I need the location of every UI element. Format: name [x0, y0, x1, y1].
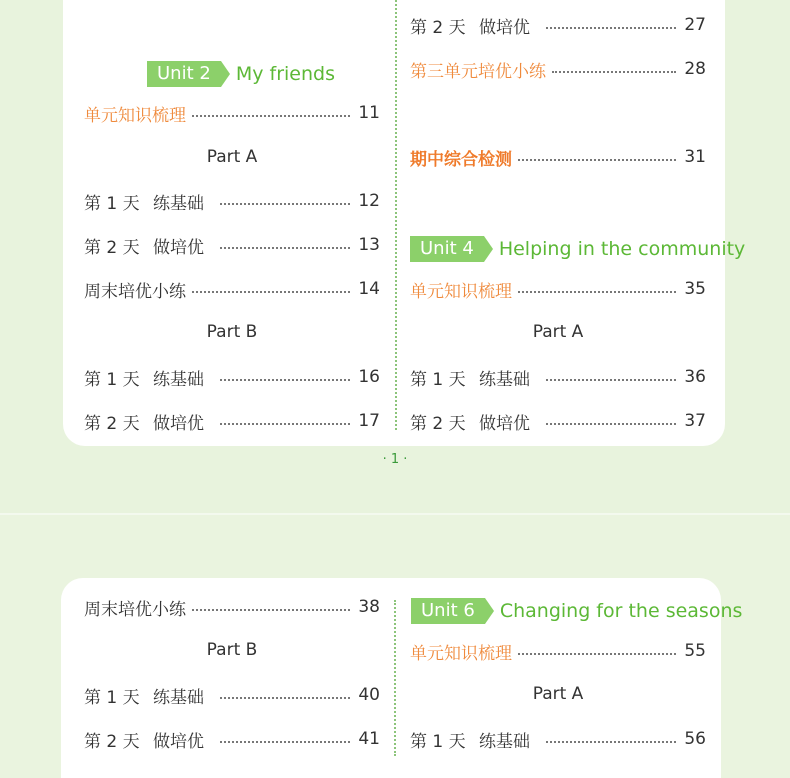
leader-dots: [220, 247, 350, 249]
entry-page: 37: [684, 411, 706, 431]
toc-entry-day[interactable]: [410, 726, 706, 752]
column-divider-top: [395, 0, 397, 430]
entry-page: 14: [358, 279, 380, 299]
entry-day: 第 2 天: [84, 731, 140, 752]
leader-dots: [518, 653, 676, 655]
toc-entry-day[interactable]: [84, 408, 380, 434]
part-heading: Part A: [532, 684, 584, 704]
column-divider-bottom: [394, 600, 396, 756]
part-heading: Part B: [206, 322, 258, 342]
toc-entry-knowledge[interactable]: [410, 276, 706, 302]
toc-entry-knowledge[interactable]: [84, 100, 380, 126]
entry-task: 做培优: [479, 17, 530, 38]
entry-task: 练基础: [479, 731, 530, 752]
leader-dots: [220, 203, 350, 205]
leader-dots: [220, 379, 350, 381]
entry-page: 16: [358, 367, 380, 387]
page-number: · 1 ·: [382, 452, 408, 467]
entry-day: 第 2 天: [410, 413, 466, 434]
part-heading: Part A: [206, 147, 258, 167]
toc-entry-weekend[interactable]: [84, 276, 380, 302]
entry-day: 第 2 天: [84, 413, 140, 434]
unit-title: Changing for the seasons: [499, 600, 743, 622]
leader-dots: [192, 609, 350, 611]
entry-page: 31: [684, 147, 706, 167]
entry-day: 第 1 天: [410, 369, 466, 390]
entry-day: 第 1 天: [84, 193, 140, 214]
entry-task: 练基础: [153, 687, 204, 708]
entry-task: 做培优: [479, 413, 530, 434]
entry-page: 36: [684, 367, 706, 387]
entry-label: 单元知识梳理: [410, 643, 512, 664]
leader-dots: [546, 27, 676, 29]
toc-entry-day[interactable]: [84, 188, 380, 214]
part-heading: Part A: [532, 322, 584, 342]
entry-page: 28: [684, 59, 706, 79]
entry-task: 做培优: [153, 237, 204, 258]
entry-page: 35: [684, 279, 706, 299]
unit-tag: Unit 6: [411, 598, 485, 624]
entry-label: 第三单元培优小练: [410, 61, 546, 82]
toc-entry-day[interactable]: [84, 682, 380, 708]
entry-day: 第 1 天: [84, 687, 140, 708]
entry-label: 周末培优小练: [84, 281, 186, 302]
unit-title: My friends: [235, 63, 335, 85]
part-heading: Part B: [206, 640, 258, 660]
unit-tag: Unit 2: [147, 61, 221, 87]
entry-page: 56: [684, 729, 706, 749]
leader-dots: [220, 423, 350, 425]
leader-dots: [518, 291, 676, 293]
entry-page: 41: [358, 729, 380, 749]
entry-task: 练基础: [153, 193, 204, 214]
unit-6-heading: [411, 597, 742, 625]
entry-task: 做培优: [153, 413, 204, 434]
leader-dots: [192, 291, 350, 293]
entry-page: 11: [358, 103, 380, 123]
entry-task: 做培优: [153, 731, 204, 752]
toc-entry-day[interactable]: [410, 364, 706, 390]
entry-page: 13: [358, 235, 380, 255]
entry-day: 第 2 天: [84, 237, 140, 258]
leader-dots: [220, 697, 350, 699]
toc-entry-day[interactable]: [84, 364, 380, 390]
leader-dots: [546, 379, 676, 381]
toc-entry-weekend[interactable]: [84, 594, 380, 620]
toc-entry-midterm[interactable]: [410, 144, 706, 170]
entry-page: 40: [358, 685, 380, 705]
entry-label: 期中综合检测: [410, 149, 512, 170]
entry-task: 练基础: [479, 369, 530, 390]
entry-label: 周末培优小练: [84, 599, 186, 620]
unit-2-heading: [147, 60, 335, 88]
entry-page: 38: [358, 597, 380, 617]
toc-entry-unit-practice[interactable]: [410, 56, 706, 82]
leader-dots: [546, 423, 676, 425]
leader-dots: [192, 115, 350, 117]
entry-page: 12: [358, 191, 380, 211]
entry-day: 第 1 天: [84, 369, 140, 390]
entry-page: 17: [358, 411, 380, 431]
unit-4-heading: [410, 235, 745, 263]
leader-dots: [518, 159, 676, 161]
entry-page: 55: [684, 641, 706, 661]
leader-dots: [552, 71, 676, 73]
unit-title: Helping in the community: [498, 238, 746, 260]
entry-label: 单元知识梳理: [410, 281, 512, 302]
leader-dots: [220, 741, 350, 743]
leader-dots: [546, 741, 676, 743]
entry-label: 单元知识梳理: [84, 105, 186, 126]
toc-entry-day[interactable]: [84, 726, 380, 752]
entry-day: 第 2 天: [410, 17, 466, 38]
unit-tag: Unit 4: [410, 236, 484, 262]
toc-entry-day[interactable]: [410, 408, 706, 434]
toc-entry-day[interactable]: [410, 12, 706, 38]
entry-page: 27: [684, 15, 706, 35]
entry-task: 练基础: [153, 369, 204, 390]
toc-entry-knowledge[interactable]: [410, 638, 706, 664]
toc-entry-day[interactable]: [84, 232, 380, 258]
entry-day: 第 1 天: [410, 731, 466, 752]
